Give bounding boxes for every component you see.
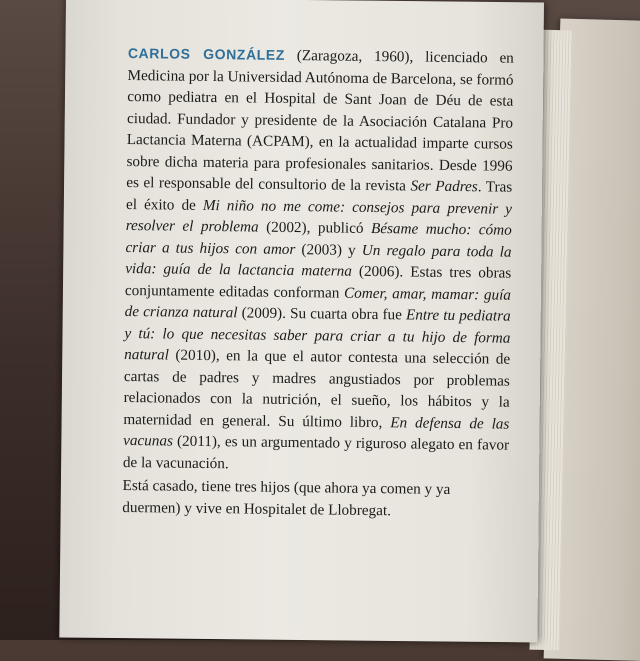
bio-text: (2011), es un argumentado y riguroso alegato en favor de la vacunación. — [122, 432, 510, 472]
bio-text: (2002), publicó — [258, 218, 372, 237]
author-bio — [122, 43, 514, 523]
book-title: Ser Padres — [410, 177, 478, 196]
book-title: Un regalo para toda la vida: guía de la lactancia materna — [125, 241, 512, 280]
book-title: Entre tu pediatra y tú: lo que necesitas saber para criar a tu hijo de forma natural — [124, 306, 511, 364]
bio-text: (2009). Su cuarta obra fue — [237, 304, 407, 324]
book-title: Mi niño no me come: consejos para prevenir y resolver el problema — [125, 196, 513, 236]
book-title: En defensa de las vacunas — [123, 413, 510, 450]
bio-text: (2010), en la que el autor contesta una selección de cartas de padres y madres angustiados por problemas relacionados con la nutrición, el sueño, los hábitos y la maternidad en general. Su último libro, — [123, 346, 511, 431]
book-title: Comer, amar, mamar: guía de crianza natural — [124, 284, 512, 322]
bio-text: . Tras el éxito de — [125, 178, 513, 214]
bio-text: (2003) y — [295, 240, 362, 259]
bio-text: (2006). Estas tres obras conjuntamente editadas conforman — [124, 262, 512, 302]
bio-paragraph — [123, 43, 514, 478]
personal-paragraph: Está casado, tiene tres hijos (que ahora ya comen y ya duermen) y vive en Hospitalet de Llobregat. — [122, 476, 451, 519]
book-title: Bésame mucho: cómo criar a tus hijos con amor — [125, 219, 512, 258]
bio-text: (Zaragoza, 1960), licenciado en Medicina por la Universidad Autónoma de Barcelona, se formó como pediatra en el Hospital de Sant Joan de Déu de esta ciudad. Fundador y presidente de la Asociación Catalana Pro Lactancia Materna (ACPAM), en la actualidad imparte cursos sobre dicha materia para profesionales sanitarios. Desde 1996 es el responsable del consultorio de la revista — [126, 46, 514, 195]
author-name: CARLOS GONZÁLEZ — [127, 44, 286, 63]
